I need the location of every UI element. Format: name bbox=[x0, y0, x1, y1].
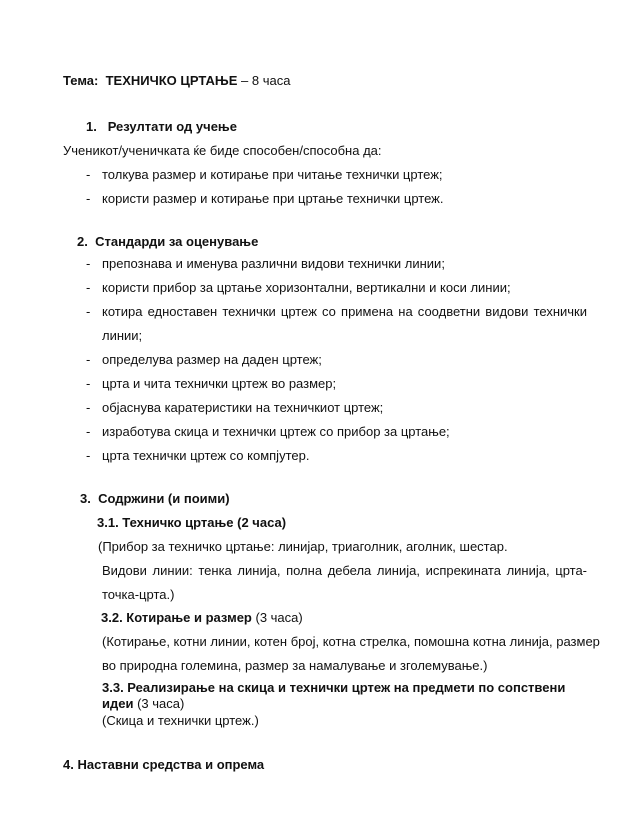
bullet-dash: - bbox=[86, 280, 91, 295]
bullet-dash: - bbox=[86, 352, 91, 367]
subsection-3-2-heading bbox=[101, 610, 303, 625]
bullet-dash: - bbox=[86, 448, 91, 463]
subsection-3-2-hours: (3 часа) bbox=[255, 610, 303, 625]
list-item: определува размер на даден цртеж; bbox=[102, 352, 322, 367]
list-item-continuation: линии; bbox=[102, 328, 143, 343]
subsection-3-2-line: (Котирање, котни линии, котен број, котна стрелка, помошна котна линија, размер bbox=[102, 634, 600, 649]
subsection-3-1-line: точка-црта.) bbox=[102, 587, 175, 602]
section-1-number: 1. bbox=[86, 119, 97, 134]
section-2-title: Стандарди за оценување bbox=[95, 234, 259, 249]
topic-title: ТЕХНИЧКО ЦРТАЊЕ bbox=[105, 73, 238, 88]
bullet-dash: - bbox=[86, 256, 91, 271]
bullet-dash: - bbox=[86, 167, 91, 182]
list-item: толкува размер и котирање при читање технички цртеж; bbox=[102, 167, 443, 182]
subsection-3-3-title-end: идеи bbox=[102, 696, 134, 711]
section-3-heading bbox=[80, 491, 230, 506]
subsection-3-3-heading-cont bbox=[102, 696, 184, 711]
topic-label: Тема: bbox=[63, 73, 99, 88]
section-2-heading bbox=[77, 234, 258, 249]
subsection-3-2-line: во природна големина, размер за намалување и зголемување.) bbox=[102, 658, 488, 673]
list-item: црта и чита технички цртеж во размер; bbox=[102, 376, 337, 391]
section-3-title: Содржини (и поими) bbox=[98, 491, 230, 506]
list-item: објаснува каратеристики на техничкиот цртеж; bbox=[102, 400, 384, 415]
list-item: користи прибор за цртање хоризонтални, вертикални и коси линии; bbox=[102, 280, 511, 295]
section-1-intro: Ученикот/ученичката ќе биде способен/способна да: bbox=[63, 143, 382, 158]
subsection-3-1-line: (Прибор за техничко цртање: линијар, триаголник, аголник, шестар. bbox=[98, 539, 508, 554]
bullet-dash: - bbox=[86, 400, 91, 415]
bullet-dash: - bbox=[86, 424, 91, 439]
section-3-number: 3. bbox=[80, 491, 91, 506]
topic-line bbox=[63, 73, 290, 88]
subsection-3-1-heading: 3.1. Техничко цртање (2 часа) bbox=[97, 515, 287, 530]
subsection-3-3-line: (Скица и технички цртеж.) bbox=[102, 713, 259, 728]
subsection-3-3-hours: (3 часа) bbox=[137, 696, 185, 711]
bullet-dash: - bbox=[86, 191, 91, 206]
subsection-3-3-heading: 3.3. Реализирање на скица и технички цртеж на предмети по сопствени bbox=[102, 680, 566, 695]
section-1-heading bbox=[86, 119, 237, 134]
list-item: котира едноставен технички цртеж со примена на соодветни видови технички bbox=[102, 304, 587, 319]
bullet-dash: - bbox=[86, 376, 91, 391]
list-item: препознава и именува различни видови технички линии; bbox=[102, 256, 445, 271]
subsection-3-1-line: Видови линии: тенка линија, полна дебела линија, испрекината линија, црта- bbox=[102, 563, 587, 578]
list-item: користи размер и котирање при цртање технички цртеж. bbox=[102, 191, 444, 206]
section-1-title: Резултати од учење bbox=[107, 119, 237, 134]
list-item: изработува скица и технички цртеж со прибор за цртање; bbox=[102, 424, 450, 439]
bullet-dash: - bbox=[86, 304, 91, 319]
subsection-3-2-title: 3.2. Котирање и размер bbox=[101, 610, 252, 625]
section-2-number: 2. bbox=[77, 234, 88, 249]
section-4-heading: 4. Наставни средства и опрема bbox=[63, 757, 265, 772]
list-item: црта технички цртеж со компјутер. bbox=[102, 448, 310, 463]
topic-hours: 8 часа bbox=[251, 73, 291, 88]
topic-separator: – bbox=[241, 73, 249, 88]
